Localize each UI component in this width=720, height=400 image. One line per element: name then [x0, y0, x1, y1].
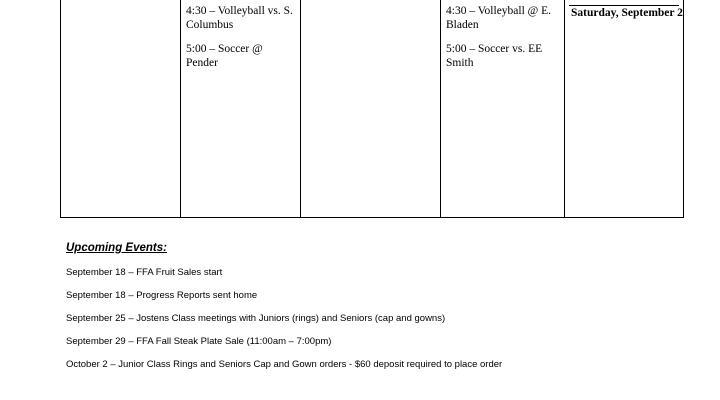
list-item: October 2 – Junior Class Rings and Seniors Cap and Gown orders - $60 deposit required to place order — [66, 359, 503, 370]
event-soccer-ee-smith: 5:00 – Soccer vs. EE Smith — [446, 43, 543, 69]
divider — [569, 5, 679, 6]
calendar-cell-2 — [181, 0, 301, 217]
list-item: September 18 – Progress Reports sent home — [66, 290, 258, 301]
upcoming-events-heading: Upcoming Events: — [66, 242, 167, 254]
calendar-grid — [60, 0, 684, 218]
calendar-cell-4 — [441, 0, 565, 217]
list-item: September 18 – FFA Fruit Sales start — [66, 267, 223, 278]
calendar-cell-saturday — [565, 0, 683, 217]
event-volleyball-e-bladen: 4:30 – Volleyball @ E. Bladen — [446, 5, 552, 31]
list-item: September 29 – FFA Fall Steak Plate Sale (11:00am – 7:00pm) — [66, 336, 332, 347]
list-item: September 25 – Jostens Class meetings with Juniors (rings) and Seniors (cap and gowns) — [66, 313, 446, 324]
saturday-label: Saturday, September 2 — [571, 7, 683, 19]
event-volleyball-s-columbus: 4:30 – Volleyball vs. S. Columbus — [186, 5, 293, 31]
calendar-cell-1 — [61, 0, 181, 217]
calendar-cell-3 — [301, 0, 441, 217]
event-soccer-pender: 5:00 – Soccer @ Pender — [186, 43, 263, 69]
